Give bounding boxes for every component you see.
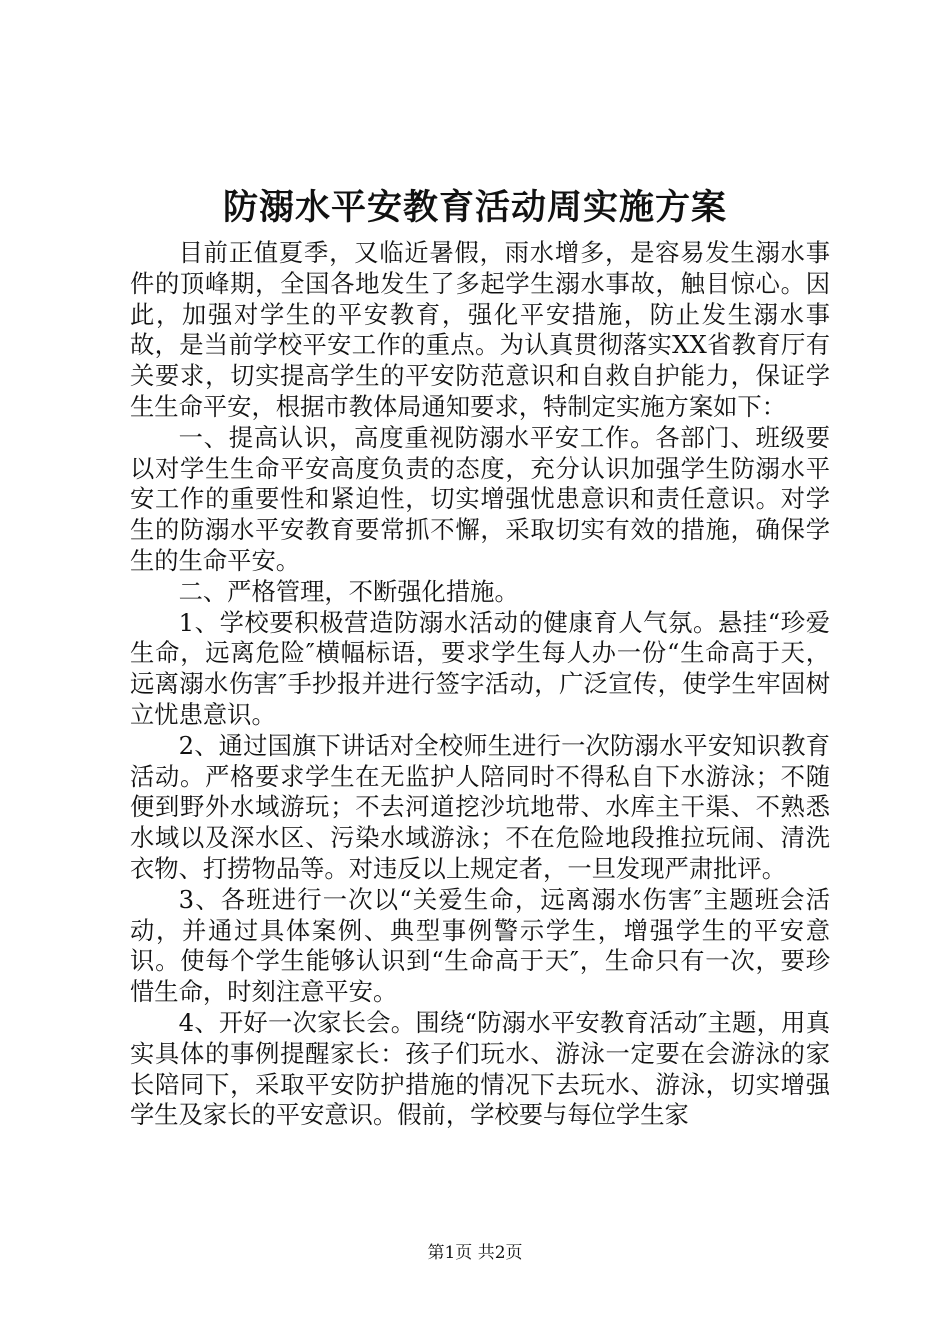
- paragraph-item-2: 2、通过国旗下讲话对全校师生进行一次防溺水平安知识教育活动。严格要求学生在无监护人陪同时不得私自下水游泳；不随便到野外水域游玩；不去河道挖沙坑地带、水库主干渠、不熟悉水域以及深水区、污染水域游泳；不在危险地段推拉玩闹、清洗衣物、打捞物品等。对违反以上规定者，一旦发现严肃批评。: [130, 730, 830, 883]
- paragraph-item-3: 3、各班进行一次以“关爱生命，远离溺水伤害″主题班会活动，并通过具体案例、典型事例警示学生，增强学生的平安意识。使每个学生能够认识到“生命高于天″，生命只有一次，要珍惜生命，时刻注意平安。: [130, 884, 830, 1007]
- paragraph-item-4: 4、开好一次家长会。围绕“防溺水平安教育活动″主题，用真实具体的事例提醒家长：孩子们玩水、游泳一定要在会游泳的家长陪同下，采取平安防护措施的情况下去玩水、游泳，切实增强学生及家长的平安意识。假前，学校要与每位学生家: [130, 1007, 830, 1130]
- document-title: 防溺水平安教育活动周实施方案: [222, 188, 727, 228]
- paragraph-intro: 目前正值夏季，又临近暑假，雨水增多，是容易发生溺水事件的顶峰期，全国各地发生了多起学生溺水事故，触目惊心。因此，加强对学生的平安教育，强化平安措施，防止发生溺水事故，是当前学校平安工作的重点。为认真贯彻落实XX省教育厅有关要求，切实提高学生的平安防范意识和自救自护能力，保证学生生命平安，根据市教体局通知要求，特制定实施方案如下：: [130, 238, 830, 421]
- document-body: [130, 238, 830, 1131]
- page-number-footer: 第1页 共2页: [427, 1243, 523, 1263]
- paragraph-section-2: 二、严格管理，不断强化措施。: [178, 576, 519, 606]
- paragraph-item-1: 1、学校要积极营造防溺水活动的健康育人气氛。悬挂“珍爱生命，远离危险″横幅标语，要求学生每人办一份“生命高于天，远离溺水伤害″手抄报并进行签字活动，广泛宣传，使学生牢固树立忧患意识。: [130, 607, 830, 729]
- paragraph-section-1: 一、提高认识，高度重视防溺水平安工作。各部门、班级要以对学生生命平安高度负责的态度，充分认识加强学生防溺水平安工作的重要性和紧迫性，切实增强忧患意识和责任意识。对学生的防溺水平安教育要常抓不懈，采取切实有效的措施，确保学生的生命平安。: [130, 422, 830, 575]
